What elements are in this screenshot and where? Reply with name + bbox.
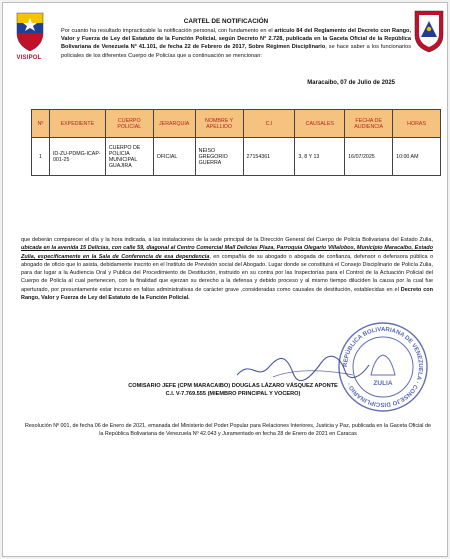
- notice-title: CARTEL DE NOTIFICACIÓN: [183, 18, 269, 25]
- summons-text-1: que deberán comparecer el día y la hora indicada, a las instalaciones de la sede principal de la Dirección General del Cuerpo de Policía Bolivariana del Estado Zulia,: [21, 237, 433, 243]
- intro-legal-basis: artículo 84 del Reglamento del Decreto con Rango, Valor y Fuerza de Ley del Estatuto de la Función Policial, según Decreto N° 2.728, publicada en la Gaceta Oficial de la República Bolivariana de Venezuela N° 41.101, de fecha 22 de Febrero de 2017, Sobre Régimen Disciplinario: [61, 28, 411, 51]
- signatory-block: [63, 382, 403, 398]
- column-header-rank: JERARQUIA: [153, 110, 195, 138]
- intro-text-2: , se hace saber a los funcionarios policiales de los diferentes Cuerpo de Policías que a continuación se mencionan:: [61, 44, 411, 59]
- intro-paragraph: [61, 27, 411, 60]
- cell-police-corps: CUERPO DE POLICIA MUNICIPAL GUAJIRA: [105, 138, 153, 176]
- stamp-ring-text: REPÚBLICA BOLIVARIANA DE VENEZUELA · CONSEJO DISCIPLINARIO ·: [342, 326, 424, 408]
- column-header-file: EXPEDIENTE: [49, 110, 105, 138]
- table-header-row: [32, 110, 441, 138]
- notice-table: [31, 109, 441, 176]
- cell-id: 27154361: [243, 138, 295, 176]
- cell-time: 10:00 AM: [393, 138, 441, 176]
- column-header-grounds: CAUSALES: [295, 110, 345, 138]
- summons-paragraph: [21, 236, 433, 302]
- stamp-center-text: ZULIA: [373, 380, 393, 387]
- summons-location: ubicada en la avenida 15 Delicias, con calle 59, diagonal al Centro Comercial Mall Delicias Plaza, Parroquia Olegario Villalobos, Municipio Maracaibo, Estado Zulia, específicamente en la Sala de Conferencia de esa dependencia: [21, 245, 433, 260]
- resolution-note: Resolución Nº 001, de fecha 06 de Enero de 2021, emanada del Ministerio del Poder Popular para Relaciones Interiores, Justicia y Paz, publicada en la Gaceta Oficial de la República Bolivariana de Venezuela Nº 42.043 y Juramentado en fecha 28 de Enero de 2021 en Caracas: [25, 423, 431, 437]
- intro-text-1: Por cuanto ha resultado impracticable la notificación personal, con fundamento en el: [61, 28, 275, 34]
- column-header-time: HORAS: [393, 110, 441, 138]
- cell-file: ID-ZU-PDMG-ICAP-001-25: [49, 138, 105, 176]
- cell-grounds: 3, 8 Y 13: [295, 138, 345, 176]
- column-header-police-corps: CUERPO POLICIAL: [105, 110, 153, 138]
- cell-hearing-date: 16/07/2025: [345, 138, 393, 176]
- cell-number: 1: [32, 138, 50, 176]
- signatory-name: COMISARIO JEFE (CPM MARACAIBO) DOUGLAS LÁZARO VÁSQUEZ APONTE: [128, 383, 338, 389]
- cell-rank: OFICIAL: [153, 138, 195, 176]
- column-header-hearing-date: FECHA DE AUDIENCIA: [345, 110, 393, 138]
- signatory-id: C.I. V-7.769.555 (MIEMBRO PRINCIPAL Y VOCERO): [165, 391, 301, 397]
- notice-date: Maracaibo, 07 de Julio de 2025: [307, 80, 395, 86]
- notification-page: [2, 2, 448, 557]
- cell-name: NEISO GREGORIO GUERRA: [195, 138, 243, 176]
- handwritten-signature-icon: [233, 355, 373, 381]
- visipol-logo-icon: [13, 9, 47, 53]
- column-header-id: C.I: [243, 110, 295, 138]
- police-shield-icon: [413, 9, 445, 53]
- summons-legal-reference: Decreto con Rango, Valor y Fuerza de Ley del Estatuto de la Función Policial.: [21, 286, 433, 302]
- column-header-number: Nº: [32, 110, 50, 138]
- table-row: [32, 138, 441, 176]
- column-header-name: NOMBRE Y APELLIDO: [195, 110, 243, 138]
- summons-text-2: , en compañía de su abogado o abogada de confianza, defensor o defensora pública o abogado de oficio que lo asista, debidamente inscrito en el Instituto de Previsión social del Abogado. Lugar donde se constituirá el Consejo Disciplinario de Policía Zulia, para dar lugar a la Audiencia Oral y Publica del Procedimiento de Destitución, instruido en su contra por las Inspectorías para el Control de la Actuación Policial del Cuerpo de Policía al cual pertenecen, con la finalidad que ejerzan su derecho a la defensa y debido proceso y al mismo tiempo diluciden la causa por la cual fue aperturado, por presuntamente estar incurso en faltas administrativas de carácter grave ,consideradas como causales de destitución, establecidas en el: [21, 253, 434, 293]
- visipol-logo-label: VISIPOL: [16, 55, 42, 61]
